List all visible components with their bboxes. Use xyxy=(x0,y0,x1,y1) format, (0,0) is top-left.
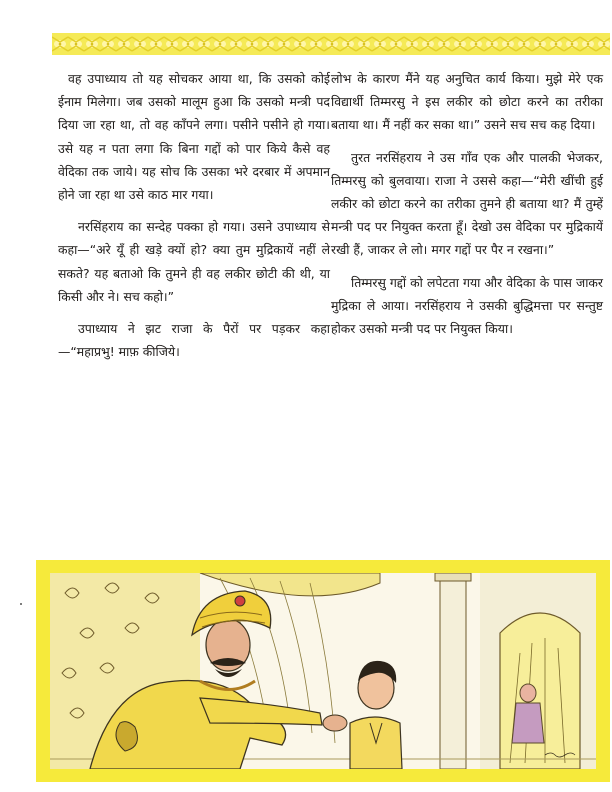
paragraph: तिम्मरसु गद्दों को लपेटता गया और वेदिका के पास जाकर मुद्रिका ले आया। नरसिंहराय ने उसकी बुद्धिमत्ता पर सन्तुष्ट होकर उसको मन्त्री पद पर नियुक्त किया। xyxy=(331,274,603,337)
illustration-king-and-boy xyxy=(50,573,596,769)
illustration-frame xyxy=(36,560,610,782)
paragraph: वह उपाध्याय तो यह सोचकर आया था, कि उसको कोई ईनाम मिलेगा। जब उसको मालूम हुआ कि उसको मन्त्री पद दिया जा रहा था, तो वह काँपने लगा। पसीने पसीने हो गया। उसे यह न पता लगा कि बिना गद्दों को पार किये कैसे वह वेदिका तक जाये। यह सोच कि उसका भरे दरबार में अपमान होने जा रहा था उसे काठ मार गया। xyxy=(58,71,330,203)
paragraph: उपाध्याय ने झट राजा के पैरों पर पड़कर कहा—“महाप्रभु! माफ़ कीजिये। xyxy=(58,321,330,360)
paragraph: नरसिंहराय का सन्देह पक्का हो गया। उसने उपाध्याय से कहा—“अरे यूँ ही खड़े क्यों हो? क्या तुम मुद्रिकायें नहीं ले सकते? यह बताओ कि तुमने ही वह लकीर छोटी की थी, या किसी और ने। सच कहो।” xyxy=(58,219,330,304)
paragraph: लोभ के कारण मैंने यह अनुचित कार्य किया। मुझे मेरे एक विद्यार्थी तिम्मरसु ने इस लकीर को छोटा करने का तरीका बताया था। मैं नहीं कर सका था।” उसने सच सच कह दिया। xyxy=(331,71,603,133)
border-pattern xyxy=(52,33,610,55)
right-text-column xyxy=(331,67,603,349)
left-text-column xyxy=(58,67,330,372)
decorative-top-border xyxy=(52,33,610,55)
illustration-drawing xyxy=(50,573,596,769)
margin-speck xyxy=(20,603,22,605)
paragraph: तुरत नरसिंहराय ने उस गाँव एक और पालकी भेजकर, तिम्मरसु को बुलवाया। राजा ने उससे कहा—“मेरी खींची हुई लकीर को छोटा करने का तरीका तुमने ही बताया था? मैं तुम्हें मन्त्री पद पर नियुक्त करता हूँ। देखो उस वेदिका पर मुद्रिकायें रखी हैं, जाकर ले लो। मगर गद्दों पर पैर न रखना।” xyxy=(331,149,603,258)
